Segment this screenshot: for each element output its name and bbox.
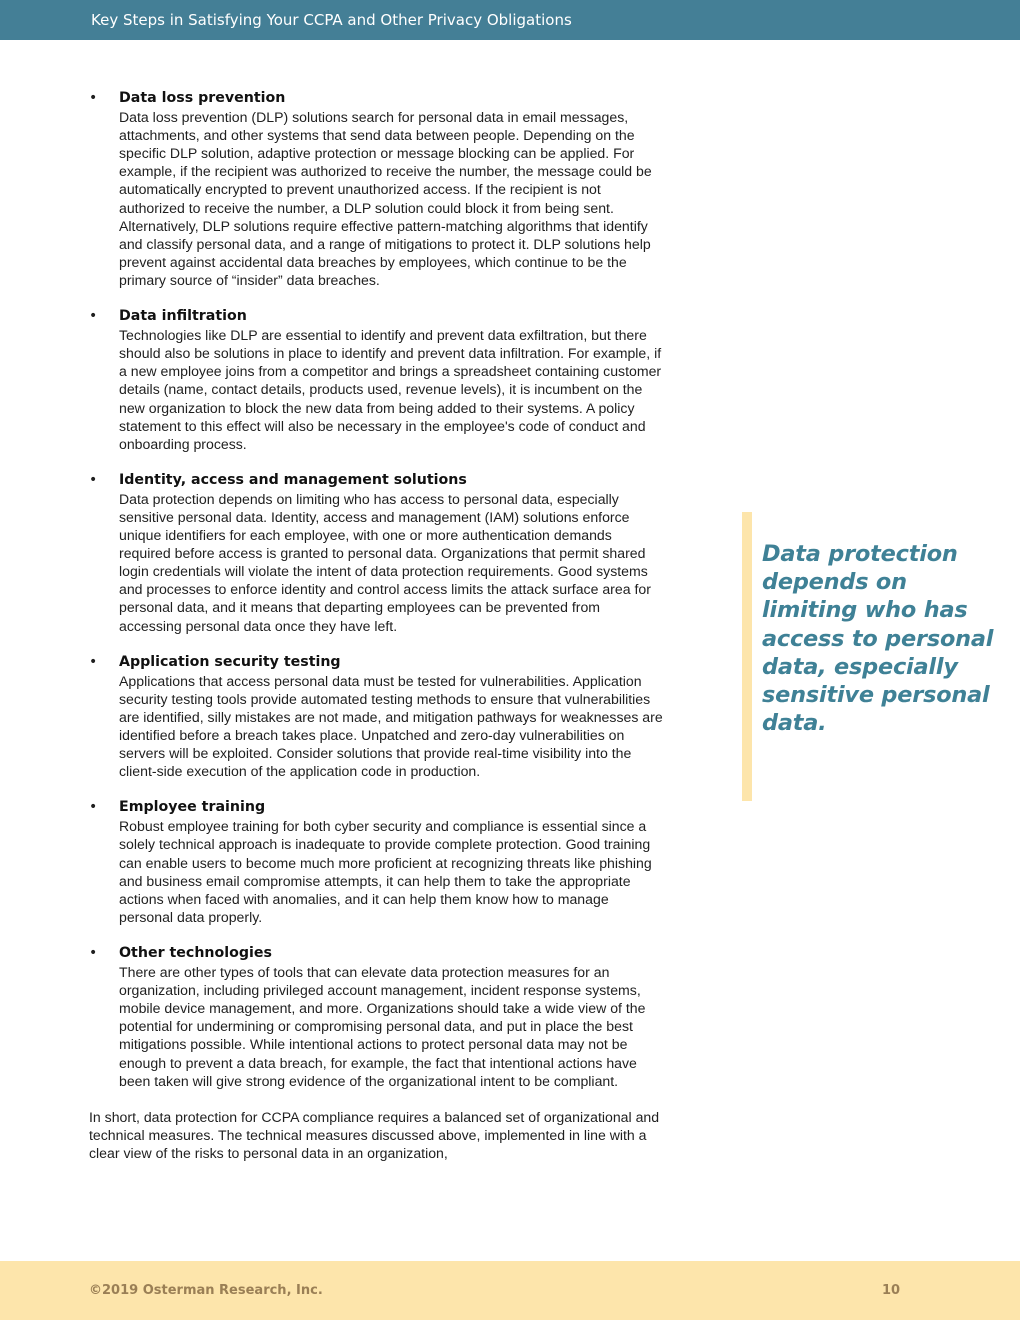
bullet-item	[89, 89, 663, 289]
bullet-item	[89, 653, 663, 781]
conclusion-paragraph: In short, data protection for CCPA compliance requires a balanced set of organizational and technical measures. The technical measures discussed above, implemented in line with a clear view of the risks to personal data in an organization,	[89, 1108, 660, 1161]
item-text: Robust employee training for both cyber security and compliance is essential since a solely technical approach is inadequate to provide complete protection. Good training can enable users to become much more proficient at recognizing threats like phishing and business email compromise attempts, it can help them to take the appropriate actions when faced with anomalies, and it can help them know how to manage personal data properly.	[119, 818, 652, 925]
bullet-item	[89, 798, 663, 926]
pull-quote-accent-bar	[742, 512, 752, 801]
header-title: Key Steps in Satisfying Your CCPA and Other Privacy Obligations	[91, 11, 572, 29]
bullet-icon: •	[89, 653, 98, 670]
bullet-icon: •	[89, 308, 98, 325]
main-content	[89, 89, 663, 1162]
item-title: Employee training	[119, 799, 266, 816]
item-text: Applications that access personal data must be tested for vulnerabilities. Application security testing tools provide automated testing methods to ensure that vulnerabilities are identified, silly mistakes are not made, and mitigation pathways for weaknesses are identified before a breach takes place. Unpatched and zero-day vulnerabilities on servers will be exploited. Consider solutions that provide real-time visibility into the client-side execution of the application code in production.	[119, 672, 663, 780]
item-title: Data infiltration	[119, 308, 247, 325]
bullet-item	[89, 471, 663, 635]
bullet-item	[89, 944, 663, 1090]
item-title: Data loss prevention	[119, 90, 286, 106]
bullet-icon: •	[89, 471, 98, 488]
item-text: Data loss prevention (DLP) solutions search for personal data in email messages, attachments, and other systems that send data between people. Depending on the specific DLP solution, adaptive protection or message blocking can be applied. For example, if the recipient was authorized to receive the number, the message could be automatically encrypted to prevent unauthorized access. If the recipient is not authorized to receive the number, a DLP solution could block it from being sent. Alternatively, DLP solutions require effective pattern-matching algorithms that identify and classify personal data, and a range of mitigations to protect it. DLP solutions help prevent against accidental data breaches by employees, which continue to be the primary source of “insider” data breaches.	[119, 109, 652, 288]
item-title: Application security testing	[119, 653, 341, 670]
bullet-icon: •	[89, 799, 98, 816]
bullet-icon: •	[89, 90, 98, 106]
bullet-icon: •	[89, 944, 98, 961]
item-text: Data protection depends on limiting who has access to personal data, especially sensitive personal data. Identity, access and management (IAM) solutions enforce unique identifiers for each employee, with one or more authentication demands required before access is granted to personal data. Organizations that permit shared login credentials will violate the intent of data protection requirements. Good systems and processes to enforce identity and control access limits the attack surface area for personal data, and it means that departing employees can be prevented from accessing personal data once they have left.	[119, 490, 651, 634]
page-number: 10	[882, 1283, 901, 1298]
footer-copyright: ©2019 Osterman Research, Inc.	[89, 1283, 323, 1298]
item-text: Technologies like DLP are essential to identify and prevent data exfiltration, but there should also be solutions in place to identify and prevent data infiltration. For example, if a new employee joins from a competitor and brings a spreadsheet containing customer details (name, contact details, products used, revenue levels), it is incumbent on the new organization to block the new data from being added to their systems. A policy statement to this effect will also be necessary in the employee's code of conduct and onboarding process.	[119, 327, 662, 452]
item-title: Other technologies	[119, 944, 272, 961]
bullet-item	[89, 307, 663, 453]
item-text: There are other types of tools that can elevate data protection measures for an organization, including privileged account management, incident response systems, mobile device management, and more. Organizations should take a wide view of the potential for undermining or compromising personal data, and put in place the best mitigations possible. While intentional actions to protect personal data may not be enough to prevent a data breach, for example, the fact that intentional actions have been taken will give strong evidence of the organizational intent to be compliant.	[119, 964, 646, 1089]
item-title: Identity, access and management solutions	[119, 471, 467, 488]
page-footer	[0, 1261, 1020, 1320]
pull-quote: Data protection depends on limiting who has access to personal data, especially sensitive personal data.	[762, 541, 994, 737]
page-header	[0, 0, 1020, 40]
